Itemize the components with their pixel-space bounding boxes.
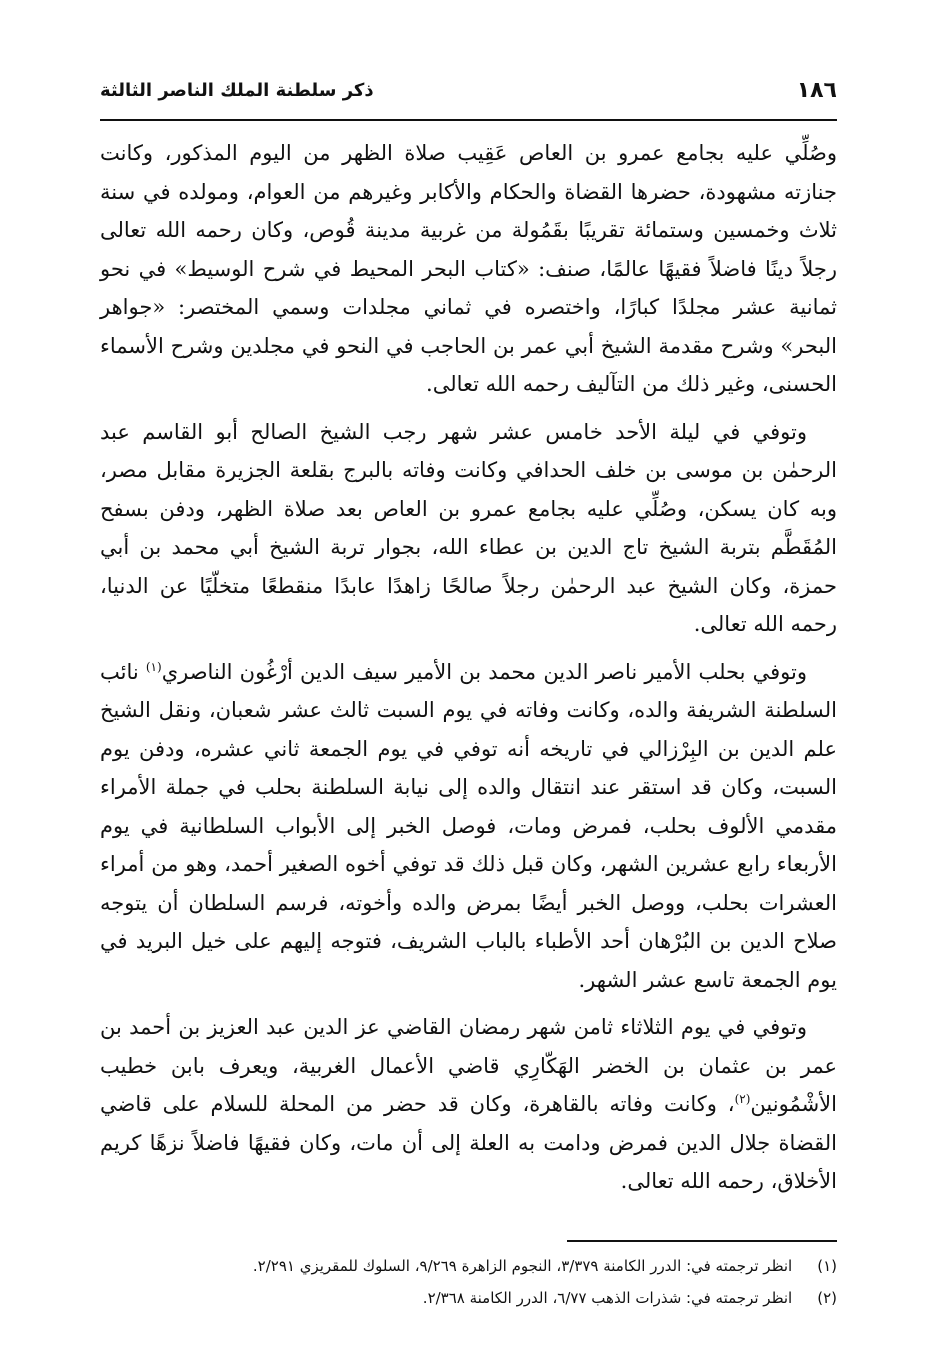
paragraph-2: وتوفي في ليلة الأحد خامس عشر شهر رجب الشيخ الصالح أبو القاسم عبد الرحمٰن بن موسى بن خلف الحدافي وكانت وفاته بالبرج بقلعة الجزيرة مقابل مصر، وبه كان يسكن، وصُلِّي عليه بجامع عمرو بن العاص بعد صلاة الظهر، ودفن بسفح المُقَطَّم بتربة الشيخ تاج الدين بن عطاء الله، بجوار تربة الشيخ أبي محمد بن أبي حمزة، وكان الشيخ عبد الرحمٰن رجلاً صالحًا زاهدًا عابدًا منقطعًا متخلّيًا عن الدنيا، رحمه الله تعالى. [100, 419, 837, 636]
footnote-ref-1[interactable]: (١) [145, 659, 162, 674]
paragraph-3-tail: شعبان، ونقل الشيخ علم الدين بن البِرْزالي في تاريخه أنه توفي في يوم الجمعة ثاني عشره، ودفن يوم السبت، وكان قد استقر عند انتقال والده إلى نيابة السلطنة بحلب في جملة الأمراء مقدمي الألوف بحلب، فمرض ومات، فوصل الخبر إلى الأبواب السلطانية في يوم الأربعاء رابع عشرين الشهر، وكان قبل ذلك قد توفي أخوه الصغير أحمد، وهو من أمراء العشرات بحلب، ووصل الخبر أيضًا بمرض والده وأخوته، فرسم السلطان أن يتوجه صلاح الدين بن البُرْهان أحد الأطباء بالباب الشريف، فتوجه إليهم على خيل البريد في يوم الجمعة تاسع عشر الشهر. [100, 698, 837, 992]
paragraph-3-rest: نائب السلطنة الشريفة والده، وكانت وفاته في يوم السبت ثالث عشر [100, 659, 837, 722]
header-rule [100, 119, 837, 121]
footnote-ref-2[interactable]: (٢) [734, 1092, 751, 1106]
paragraph-4 [100, 1008, 837, 1201]
main-text [100, 134, 837, 1210]
footnote-number: (١) [817, 1257, 837, 1275]
footnote-rule [567, 1240, 837, 1242]
running-title: ذكر سلطنة الملك الناصر الثالثة [100, 80, 374, 101]
paragraph-4-rest: ، وكانت وفاته بالقاهرة، وكان قد حضر من المحلة للسلام على [151, 1092, 735, 1116]
page-number: ١٨٦ [796, 78, 837, 103]
paragraph-3-lead: وتوفي بحلب الأمير ناصر الدين محمد بن الأمير سيف الدين أرْغُون الناصري [161, 659, 807, 684]
footnote-2 [100, 1282, 837, 1314]
paragraph-4-tail: قاضي القضاة جلال الدين فمرض ودامت به العلة إلى أن مات، وكان فقيهًا فاضلاً نزهًا كريم الأخلاق، رحمه الله تعالى. [100, 1092, 837, 1193]
footnotes [100, 1250, 837, 1314]
footnote-number: (٢) [817, 1289, 837, 1307]
footnote-text: انظر ترجمته في: الدرر الكامنة ٣/٣٧٩، النجوم الزاهرة ٩/٢٦٩، السلوك للمقريزي ٢/٢٩١. [252, 1257, 793, 1275]
page-header [100, 78, 837, 112]
footnote-text: انظر ترجمته في: شذرات الذهب ٦/٧٧، الدرر الكامنة ٢/٣٦٨. [422, 1289, 793, 1307]
paragraph-4-lead: وتوفي في يوم الثلاثاء ثامن شهر رمضان القاضي عز الدين عبد العزيز بن أحمد بن عمر بن عثمان بن الخضر الهَكّارِي قاضي الأعمال الغربية، ويعرف بابن خطيب الأشْمُونين [100, 1015, 837, 1116]
footnote-1 [100, 1250, 837, 1282]
paragraph-1: وصُلِّي عليه بجامع عمرو بن العاص عَقِيب صلاة الظهر من اليوم المذكور، وكانت جنازته مشهودة، حضرها القضاة والحكام والأكابر وغيرهم من العوام، ومولده في سنة ثلاث وخمسين وستمائة تقريبًا بقَمُولة من غربية مدينة قُوص، وكان رحمه الله تعالى رجلاً دينًا فاضلاً فقيهًا عالمًا، صنف: «كتاب البحر المحيط في شرح الوسيط» في نحو ثمانية عشر مجلدًا كبارًا، واختصره في ثماني مجلدات وسمي المختصر: «جواهر البحر» وشرح مقدمة الشيخ أبي عمر بن الحاجب في النحو في مجلدين وشرح الأسماء الحسنى، وغير ذلك من التآليف رحمه الله تعالى. [100, 141, 837, 396]
paragraph-3 [100, 653, 837, 1000]
